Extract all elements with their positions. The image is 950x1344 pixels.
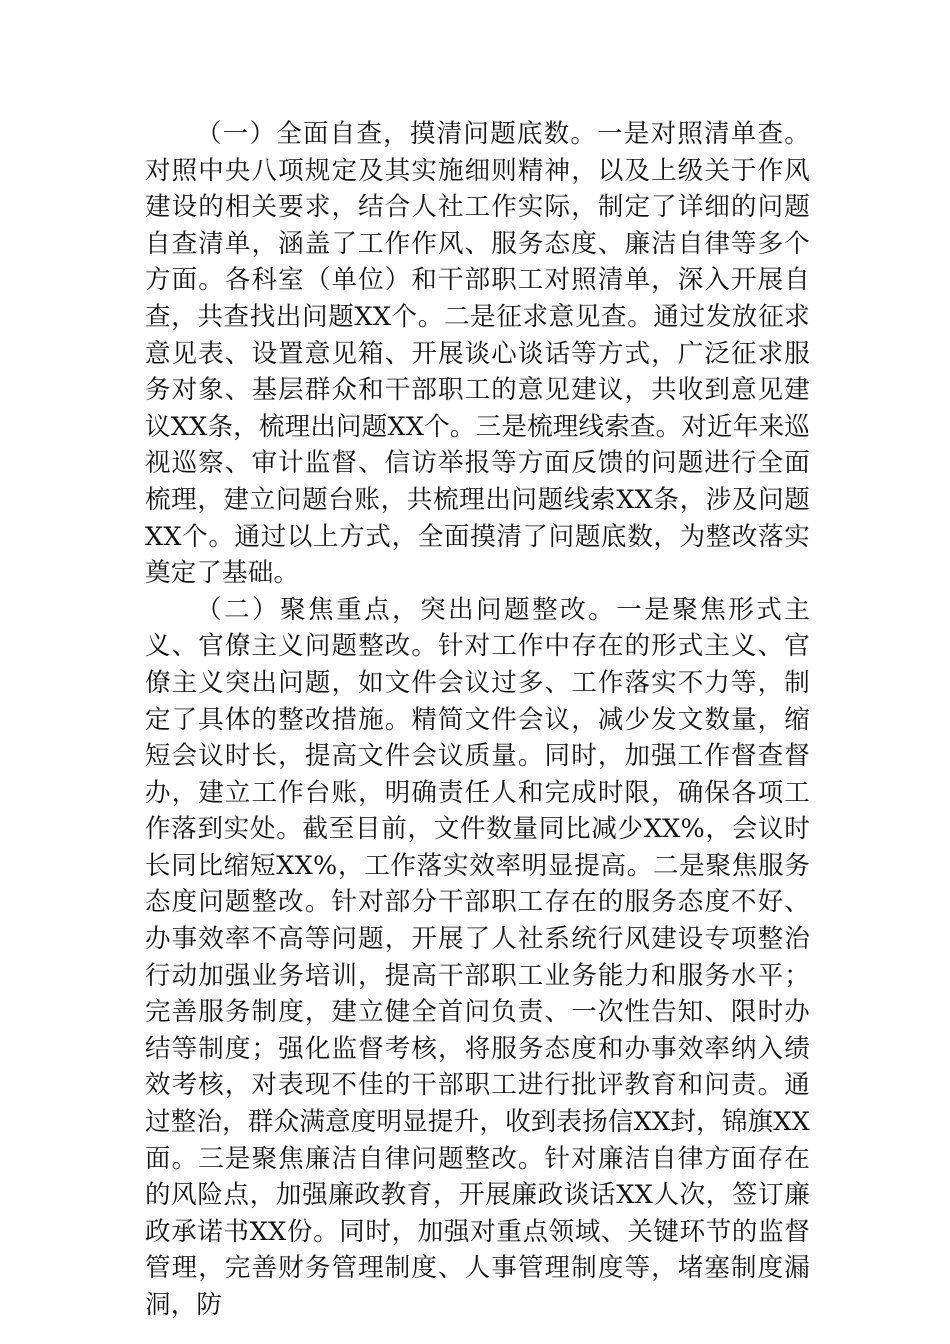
paragraph-self-inspection bbox=[145, 116, 810, 592]
paragraph-heading: （一）全面自查，摸清问题底数。 bbox=[196, 119, 598, 149]
paragraph-key-rectification bbox=[145, 592, 810, 1324]
document-page bbox=[145, 116, 810, 1324]
paragraph-body: 一是聚焦形式主义、官僚主义问题整改。针对工作中存在的形式主义、官僚主义突出问题，如文件会议过多、工作落实不力等，制定了具体的整改措施。精简文件会议，减少发文数量，缩短会议时长，提高文件会议质量。同时，加强工作督查督办，建立工作台账，明确责任人和完成时限，确保各项工作落到实处。截至目前，文件数量同比减少XX%，会议时长同比缩短XX%，工作落实效率明显提高。二是聚焦服务态度问题整改。针对部分干部职工存在的服务态度不好、办事效率不高等问题，开展了人社系统行风建设专项整治行动加强业务培训，提高干部职工业务能力和服务水平；完善服务制度，建立健全首问负责、一次性告知、限时办结等制度；强化监督考核，将服务态度和办事效率纳入绩效考核，对表现不佳的干部职工进行批评教育和问责。通过整治，群众满意度明显提升，收到表扬信XX封，锦旗XX面。三是聚焦廉洁自律问题整改。针对廉洁自律方面存在的风险点，加强廉政教育，开展廉政谈话XX人次，签订廉政承诺书XX份。同时，加强对重点领域、关键环节的监督管理，完善财务管理制度、人事管理制度等，堵塞制度漏洞，防 bbox=[145, 594, 810, 1320]
paragraph-heading: （二）聚焦重点，突出问题整改。 bbox=[196, 594, 617, 625]
paragraph-body: 一是对照清单查。对照中央八项规定及其实施细则精神，以及上级关于作风建设的相关要求，结合人社工作实际，制定了详细的问题自查清单，涵盖了工作作风、服务态度、廉洁自律等多个方面。各科室（单位）和干部职工对照清单，深入开展自查，共查找出问题XX个。二是征求意见查。通过发放征求意见表、设置意见箱、开展谈心谈话等方式，广泛征求服务对象、基层群众和干部职工的意见建议，共收到意见建议XX条，梳理出问题XX个。三是梳理线索查。对近年来巡视巡察、审计监督、信访举报等方面反馈的问题进行全面梳理，建立问题台账，共梳理出问题线索XX条，涉及问题XX个。通过以上方式，全面摸清了问题底数，为整改落实奠定了基础。 bbox=[145, 119, 810, 589]
